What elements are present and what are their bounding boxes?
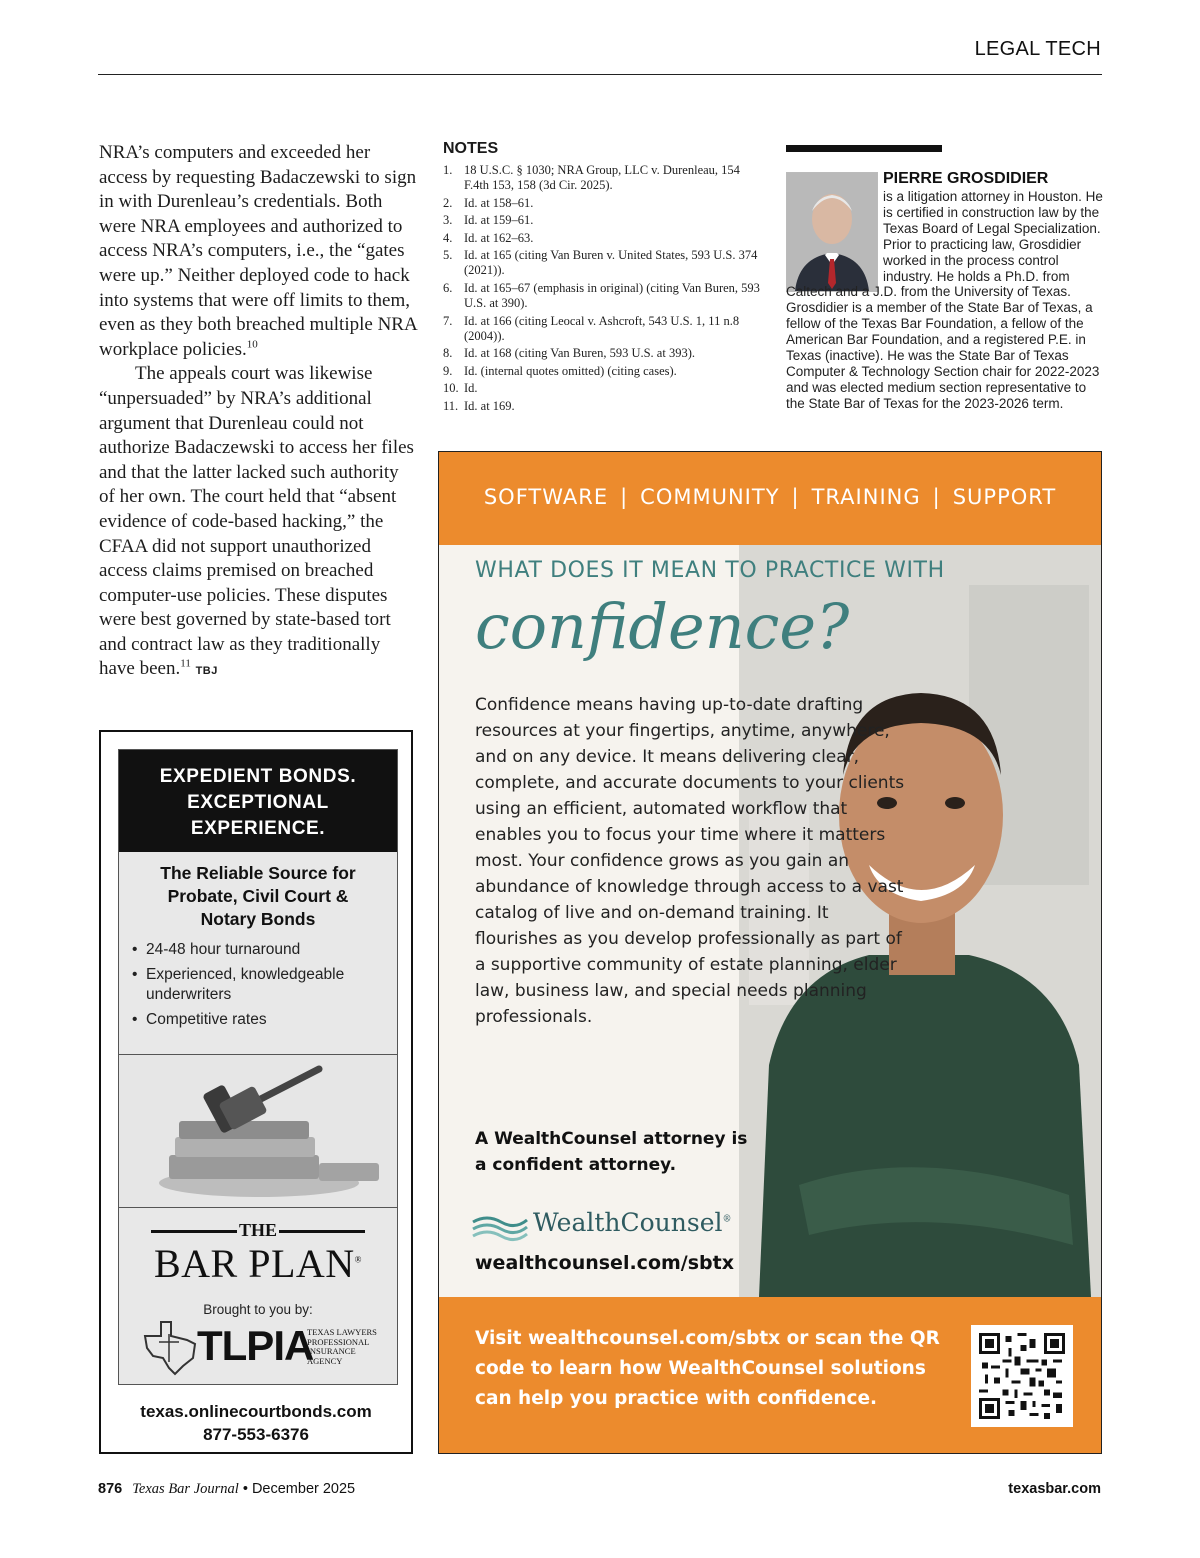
note-text: Id. at 159–61. <box>464 213 534 228</box>
article-paragraph <box>99 362 417 682</box>
bar-plan-logo-text: BAR PLAN <box>153 1241 355 1286</box>
wc-offering: TRAINING <box>811 485 921 509</box>
wc-call-to-action: Visit wealthcounsel.com/sbtx or scan the QR code to learn how WealthCounsel solutions can help you practice with confidence. <box>475 1328 940 1409</box>
note-number: 2. <box>443 195 453 210</box>
texas-map-icon <box>139 1318 199 1376</box>
note-text: Id. at 158–61. <box>464 195 534 210</box>
registered-mark: ® <box>722 1214 732 1225</box>
note-number: 11. <box>443 398 459 413</box>
wc-bottom-banner <box>439 1297 1101 1454</box>
bar-plan-the <box>119 1220 397 1241</box>
note-item <box>443 248 761 279</box>
wc-question: WHAT DOES IT MEAN TO PRACTICE WITH <box>475 558 945 583</box>
note-text: Id. at 169. <box>464 398 515 413</box>
tlpia-wordmark: TLPIA <box>197 1322 314 1369</box>
bio-rule <box>786 145 942 152</box>
note-item <box>443 163 761 194</box>
footer-separator: • <box>242 1481 248 1497</box>
notes-list <box>443 163 761 416</box>
wc-offering: SOFTWARE <box>483 485 609 509</box>
bar-plan-logo <box>119 1240 397 1287</box>
registered-mark: ® <box>354 1254 363 1265</box>
brought-by-label: Brought to you by: <box>203 1302 313 1317</box>
note-item <box>443 381 761 396</box>
note-text: Id. at 165–67 (emphasis in original) (citing Van Buren, 593 U.S. at 390). <box>464 280 760 311</box>
journal-name: Texas Bar Journal <box>132 1481 239 1497</box>
qr-code-icon[interactable] <box>971 1325 1073 1427</box>
note-text: Id. at 168 (citing Van Buren, 593 U.S. at 393). <box>464 346 695 361</box>
header-rule <box>98 74 1102 75</box>
wc-tagline-line: a confident attorney. <box>475 1155 677 1175</box>
note-item <box>443 314 761 345</box>
end-mark: TBJ <box>195 665 218 678</box>
bonds-feature-list <box>132 940 387 1035</box>
wc-body-text: Confidence means having up-to-date drafting resources at your fingertips, anytime, anywhere, and on any device. It means delivering clear, complete, and accurate documents to your clients using an efficient, automated workflow that enables you to focus your time where it matters most. Your confidence grows as you gain an abundance of knowledge through access to a vast catalog of live and on-demand training. It flourishes as you develop professionally as part of a supportive community of estate planning, elder law, business law, and special needs planning professionals. <box>475 695 905 1027</box>
gavel-money-image <box>119 1054 397 1208</box>
wc-offering: SUPPORT <box>952 485 1057 509</box>
footer-website[interactable]: texasbar.com <box>1008 1481 1101 1497</box>
note-text: Id. at 162–63. <box>464 230 534 245</box>
tlpia-line: TEXAS LAWYERS <box>307 1327 377 1337</box>
note-item <box>443 196 761 211</box>
notes-title: NOTES <box>443 140 499 157</box>
note-number: 3. <box>443 213 453 228</box>
note-number: 9. <box>443 363 453 378</box>
note-number: 8. <box>443 346 453 361</box>
tlpia-line: PROFESSIONAL <box>307 1336 370 1347</box>
section-label: LEGAL TECH <box>974 38 1101 60</box>
article-paragraph-text: The appeals court was likewise “unpersuaded” by NRA’s additional argument that Durenleau could not authorize Badaczewski to access her files and that the latter lacked such authority of her own. The court held that “absent evidence of code-based hacking,” the CFAA did not support unauthorized access claims premised on breached computer-use policies. These disputes were best governed by state-based tort and contract law as they traditionally have been. <box>99 363 414 680</box>
footnote-ref: 11 <box>180 658 191 671</box>
bonds-subheadline-line: Notary Bonds <box>200 909 316 929</box>
note-item <box>443 213 761 228</box>
note-number: 10. <box>443 381 459 396</box>
bonds-headline-line: EXCEPTIONAL <box>187 792 329 813</box>
wealthcounsel-logo <box>471 1208 771 1242</box>
author-bio <box>786 189 1104 412</box>
page-footer <box>98 1481 355 1498</box>
bonds-headline <box>119 750 397 852</box>
bonds-headline-line: EXPERIENCE. <box>190 818 326 839</box>
note-text: Id. at 165 (citing Van Buren v. United States, 593 U.S. 374 (2021)). <box>464 248 758 278</box>
note-item <box>443 364 761 379</box>
bonds-headline-line: EXPEDIENT BONDS. <box>159 766 357 787</box>
article-paragraph <box>99 141 417 362</box>
wc-offering: COMMUNITY <box>640 485 780 509</box>
author-name: PIERRE GROSDIDIER <box>883 170 1049 187</box>
wealthcounsel-advertisement <box>438 451 1102 1454</box>
bonds-website[interactable]: texas.onlinecourtbonds.com <box>140 1402 372 1421</box>
wc-tagline <box>475 1126 795 1178</box>
bonds-subheadline <box>119 862 397 931</box>
note-item <box>443 281 761 312</box>
page-number: 876 <box>98 1481 123 1497</box>
note-text: Id. <box>464 381 478 396</box>
wealthcounsel-name: WealthCounsel <box>533 1208 723 1237</box>
note-item <box>443 231 761 246</box>
note-number: 7. <box>443 313 453 328</box>
bonds-feature: • Competitive rates <box>132 1010 387 1030</box>
bar-plan-the-text: THE <box>238 1220 277 1240</box>
bonds-feature: • Experienced, knowledgeable underwriters <box>132 965 387 1005</box>
note-number: 5. <box>443 248 453 263</box>
bonds-phone[interactable]: 877-553-6376 <box>203 1425 309 1444</box>
note-text: Id. (internal quotes omitted) (citing cases). <box>464 363 677 378</box>
note-number: 6. <box>443 280 453 295</box>
wc-website[interactable]: wealthcounsel.com/sbtx <box>475 1252 734 1274</box>
note-item <box>443 346 761 361</box>
footnote-ref: 10 <box>246 338 258 351</box>
wc-top-banner <box>439 452 1101 545</box>
note-item <box>443 399 761 414</box>
wc-tagline-line: A WealthCounsel attorney is <box>475 1129 748 1149</box>
bonds-ad-panel <box>118 749 398 1385</box>
note-number: 1. <box>443 163 453 177</box>
tlpia-logo <box>139 1318 389 1378</box>
issue-date: December 2025 <box>251 1481 356 1497</box>
tlpia-line: INSURANCE <box>307 1346 356 1356</box>
wc-offerings: SOFTWARE | COMMUNITY | TRAINING | SUPPORT <box>483 485 1057 509</box>
bonds-advertisement <box>99 730 413 1454</box>
wealthcounsel-wordmark <box>533 1208 732 1237</box>
bonds-feature: • 24-48 hour turnaround <box>132 940 387 960</box>
article-paragraph-text: NRA’s computers and exceeded her access by requesting Badaczewski to sign in with Durenleau’s credentials. Both were NRA employees and authorized to access NRA’s computers, i.e., the “gates were up.” Neither deployed code to hack into systems that were off limits to them, even as they both breached multiple NRA workplace policies. <box>99 142 417 360</box>
bonds-subheadline-line: The Reliable Source for <box>160 863 356 883</box>
tlpia-line: AGENCY <box>307 1355 343 1366</box>
note-text: 18 U.S.C. § 1030; NRA Group, LLC v. Durenleau, 154 F.4th 153, 158 (3d Cir. 2025). <box>464 163 740 193</box>
author-bio-text: is a litigation attorney in Houston. He is certified in construction law by the Texas Board of Legal Specialization. Prior to practicing law, Grosdidier worked in the process control industry. He holds a Ph.D. from Caltech and a J.D. from the University of Texas. Grosdidier is a member of the State Bar of Texas, a fellow of the Texas Bar Foundation, a fellow of the American Bar Foundation, and a registered P.E. in Texas (inactive). He was the State Bar of Texas Computer & Technology Section chair for 2022-2023 and was elected medium section representative to the State Bar of Texas for the 2023-2026 term. <box>786 189 1103 411</box>
wc-confidence-heading: confidence? <box>475 590 850 663</box>
wave-logo-icon <box>471 1212 529 1242</box>
tlpia-full-name <box>307 1328 377 1366</box>
article-text <box>99 141 417 682</box>
bonds-subheadline-line: Probate, Civil Court & <box>167 886 349 906</box>
note-number: 4. <box>443 230 453 245</box>
note-text: Id. at 166 (citing Leocal v. Ashcroft, 543 U.S. 1, 11 n.8 (2004)). <box>464 313 740 344</box>
